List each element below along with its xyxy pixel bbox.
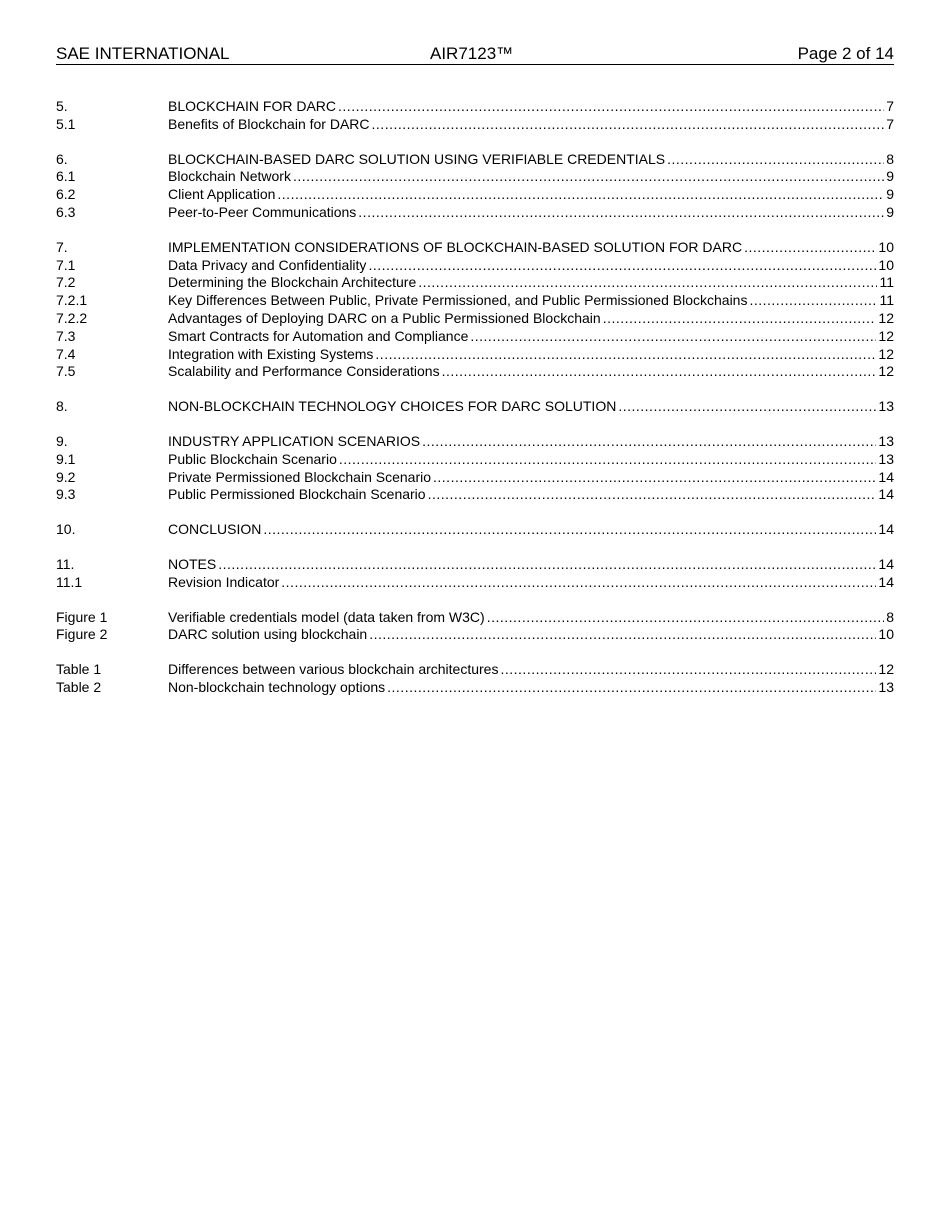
toc-entry-title: Client Application (168, 186, 276, 203)
toc-entry-number: 5.1 (56, 115, 76, 132)
toc-dot-leader (442, 363, 877, 381)
toc-entry[interactable] (56, 151, 894, 169)
table-of-contents (56, 98, 894, 714)
toc-entry-page: 11 (879, 274, 894, 291)
toc-entry-number: Figure 1 (56, 608, 108, 625)
toc-entry[interactable] (56, 609, 894, 627)
toc-entry-page: 9 (886, 186, 894, 203)
toc-entry-page: 8 (886, 150, 894, 167)
toc-entry-number: 8. (56, 398, 68, 415)
toc-entry-number: 7.3 (56, 327, 76, 344)
toc-group (56, 151, 894, 222)
toc-entry-title: Data Privacy and Confidentiality (168, 256, 367, 273)
toc-entry-number: 7.2.1 (56, 292, 88, 309)
toc-entry-title: Revision Indicator (168, 573, 280, 590)
toc-entry-title: Benefits of Blockchain for DARC (168, 115, 370, 132)
toc-entry[interactable] (56, 486, 894, 504)
toc-group (56, 98, 894, 134)
toc-entry[interactable] (56, 204, 894, 222)
toc-entry-page: 9 (886, 168, 894, 185)
toc-dot-leader (387, 679, 876, 697)
toc-entry[interactable] (56, 328, 894, 346)
toc-dot-leader (418, 274, 877, 292)
document-id: AIR7123™ (430, 44, 514, 63)
toc-group (56, 433, 894, 504)
toc-entry-page: 10 (878, 626, 894, 643)
toc-entry-page: 12 (878, 309, 894, 326)
toc-entry-page: 7 (886, 98, 894, 114)
toc-entry-page: 10 (878, 256, 894, 273)
toc-entry[interactable] (56, 239, 894, 257)
toc-entry-page: 13 (878, 450, 894, 467)
toc-entry-title: Blockchain Network (168, 168, 291, 185)
toc-entry-title: NON-BLOCKCHAIN TECHNOLOGY CHOICES FOR DARC SOLUTION (168, 398, 617, 415)
toc-entry-number: 6.3 (56, 203, 76, 220)
toc-entry-title: Advantages of Deploying DARC on a Public Permissioned Blockchain (168, 309, 601, 326)
toc-dot-leader (369, 626, 876, 644)
toc-entry-title: Public Blockchain Scenario (168, 450, 337, 467)
toc-entry-number: 6.2 (56, 186, 76, 203)
toc-entry-page: 12 (878, 363, 894, 380)
toc-entry-page: 14 (878, 486, 894, 503)
toc-dot-leader (281, 574, 876, 592)
toc-entry-title: Differences between various blockchain architectures (168, 661, 499, 678)
toc-entry[interactable] (56, 661, 894, 679)
toc-dot-leader (428, 486, 877, 504)
toc-group (56, 521, 894, 539)
toc-dot-leader (218, 556, 876, 574)
toc-dot-leader (500, 661, 876, 679)
toc-entry-page: 14 (878, 573, 894, 590)
toc-entry-page: 14 (878, 468, 894, 485)
toc-entry-number: 9. (56, 432, 68, 449)
toc-entry[interactable] (56, 363, 894, 381)
toc-entry-title: Smart Contracts for Automation and Compliance (168, 327, 469, 344)
toc-entry[interactable] (56, 98, 894, 116)
toc-group (56, 609, 894, 645)
toc-entry[interactable] (56, 168, 894, 186)
toc-entry-title: BLOCKCHAIN-BASED DARC SOLUTION USING VERIFIABLE CREDENTIALS (168, 150, 666, 167)
toc-entry[interactable] (56, 574, 894, 592)
toc-entry-page: 13 (878, 678, 894, 695)
toc-entry-number: 11. (56, 555, 75, 572)
toc-entry-page: 10 (878, 238, 894, 255)
toc-entry-page: 11 (879, 292, 894, 309)
toc-dot-leader (422, 433, 876, 451)
toc-entry-number: 7.2.2 (56, 309, 88, 326)
toc-entry-title: Non-blockchain technology options (168, 678, 386, 695)
toc-entry-title: Verifiable credentials model (data taken from W3C) (168, 608, 485, 625)
toc-entry[interactable] (56, 310, 894, 328)
toc-entry-page: 13 (878, 432, 894, 449)
toc-entry-number: 9.2 (56, 468, 76, 485)
toc-entry[interactable] (56, 521, 894, 539)
toc-entry[interactable] (56, 679, 894, 697)
toc-entry-number: 9.1 (56, 450, 76, 467)
toc-entry-title: DARC solution using blockchain (168, 626, 368, 643)
toc-dot-leader (368, 257, 876, 275)
toc-dot-leader (618, 398, 876, 416)
toc-entry-number: 9.3 (56, 486, 76, 503)
toc-dot-leader (263, 521, 876, 539)
toc-dot-leader (277, 186, 884, 204)
toc-entry[interactable] (56, 469, 894, 487)
organization-name: SAE INTERNATIONAL (56, 44, 230, 63)
toc-entry-title: Determining the Blockchain Architecture (168, 274, 417, 291)
toc-entry-title: INDUSTRY APPLICATION SCENARIOS (168, 432, 421, 449)
toc-entry-title: Peer-to-Peer Communications (168, 203, 357, 220)
toc-entry-number: 7. (56, 238, 68, 255)
toc-entry-number: 7.1 (56, 256, 76, 273)
toc-entry[interactable] (56, 398, 894, 416)
toc-entry-page: 14 (878, 521, 894, 538)
toc-entry-number: 10. (56, 521, 76, 538)
toc-dot-leader (749, 292, 877, 310)
toc-entry-title: Public Permissioned Blockchain Scenario (168, 486, 426, 503)
toc-entry[interactable] (56, 257, 894, 275)
page-header (56, 44, 894, 65)
toc-entry-page: 12 (878, 327, 894, 344)
toc-group (56, 556, 894, 592)
toc-dot-leader (487, 609, 885, 627)
toc-dot-leader (293, 168, 884, 186)
toc-entry[interactable] (56, 274, 894, 292)
toc-dot-leader (433, 469, 876, 487)
toc-entry[interactable] (56, 556, 894, 574)
toc-dot-leader (372, 116, 885, 134)
toc-entry-title: NOTES (168, 555, 217, 572)
toc-dot-leader (470, 328, 876, 346)
toc-entry-page: 12 (878, 345, 894, 362)
toc-entry-number: Table 2 (56, 678, 102, 695)
toc-entry[interactable] (56, 451, 894, 469)
toc-group (56, 239, 894, 381)
toc-entry-number: 7.2 (56, 274, 76, 291)
toc-entry-title: Private Permissioned Blockchain Scenario (168, 468, 432, 485)
toc-dot-leader (338, 98, 884, 116)
toc-entry-title: CONCLUSION (168, 521, 262, 538)
page-number: Page 2 of 14 (797, 44, 894, 63)
toc-entry-number: 6.1 (56, 168, 76, 185)
toc-group (56, 398, 894, 416)
toc-entry-number: 11.1 (56, 573, 83, 590)
toc-entry-number: Table 1 (56, 661, 102, 678)
toc-entry-title: Key Differences Between Public, Private Permissioned, and Public Permissioned Blockchains (168, 292, 748, 309)
toc-entry-page: 9 (886, 203, 894, 220)
toc-entry[interactable] (56, 346, 894, 364)
toc-dot-leader (375, 346, 876, 364)
toc-entry-number: Figure 2 (56, 626, 108, 643)
toc-entry[interactable] (56, 116, 894, 134)
toc-entry-page: 13 (878, 398, 894, 415)
toc-entry-number: 7.5 (56, 363, 76, 380)
toc-entry[interactable] (56, 433, 894, 451)
toc-entry-number: 7.4 (56, 345, 76, 362)
toc-entry-number: 6. (56, 150, 68, 167)
toc-entry[interactable] (56, 292, 894, 310)
toc-dot-leader (339, 451, 877, 469)
toc-entry-title: Scalability and Performance Considerations (168, 363, 440, 380)
toc-dot-leader (603, 310, 877, 328)
toc-dot-leader (744, 239, 876, 257)
toc-entry[interactable] (56, 186, 894, 204)
toc-group (56, 661, 894, 697)
toc-entry-page: 14 (878, 555, 894, 572)
toc-dot-leader (667, 151, 884, 169)
toc-entry-page: 7 (886, 115, 894, 132)
toc-entry-title: IMPLEMENTATION CONSIDERATIONS OF BLOCKCHAIN-BASED SOLUTION FOR DARC (168, 238, 743, 255)
toc-entry-page: 8 (886, 608, 894, 625)
toc-entry-number: 5. (56, 98, 68, 114)
toc-entry-title: BLOCKCHAIN FOR DARC (168, 98, 337, 114)
toc-entry-title: Integration with Existing Systems (168, 345, 374, 362)
toc-entry[interactable] (56, 626, 894, 644)
toc-dot-leader (358, 204, 884, 222)
toc-entry-page: 12 (878, 661, 894, 678)
